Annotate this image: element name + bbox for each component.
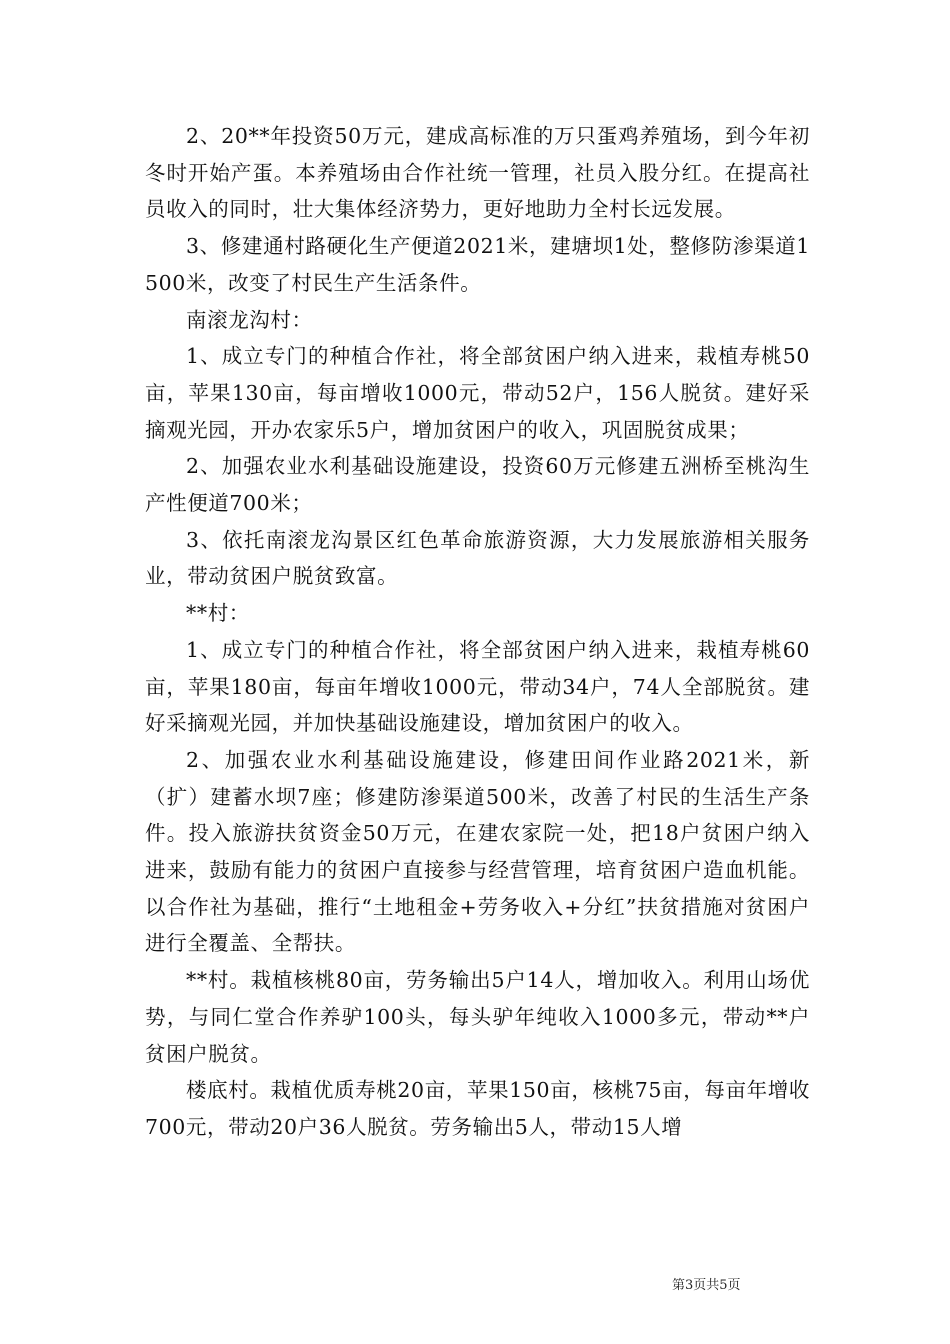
paragraph-village-walnut: **村。栽植核桃80亩，劳务输出5户14人，增加收入。利用山场优势，与同仁堂合作养驴100头，每头驴年纯收入1000多元，带动**户贫困户脱贫。 [145, 968, 810, 1066]
paragraph-road-construction: 3、修建通村路硬化生产便道2021米，建塘坝1处，整修防渗渠道1500米，改变了村民生产生活条件。 [145, 234, 810, 295]
page-number: 第3页共5页 [672, 1278, 741, 1293]
paragraph-nangunlonggou-3: 3、依托南滚龙沟景区红色革命旅游资源，大力发展旅游相关服务业，带动贫困户脱贫致富。 [145, 527, 810, 589]
paragraph-loudi-village: 楼底村。栽植优质寿桃20亩，苹果150亩，核桃75亩，每亩年增收700元，带动20户36人脱贫。劳务输出5人，带动15人增 [145, 1078, 810, 1139]
paragraph-nangunlonggou-2: 2、加强农业水利基础设施建设，投资60万元修建五洲桥至桃沟生产性便道700米； [145, 454, 810, 516]
paragraph-egg-farm: 2、20**年投资50万元，建成高标准的万只蛋鸡养殖场，到今年初冬时开始产蛋。本养殖场由合作社统一管理，社员入股分红。在提高社员收入的同时，壮大集体经济势力，更好地助力全村长远发展。 [145, 124, 810, 222]
paragraph-nangunlonggou-1: 1、成立专门的种植合作社，将全部贫困户纳入进来，栽植寿桃50亩，苹果130亩，每亩增收1000元，带动52户，156人脱贫。建好采摘观光园，开办农家乐5户，增加贫困户的收入，巩固脱贫成果； [145, 344, 810, 442]
paragraph-village-masked-1: 1、成立专门的种植合作社，将全部贫困户纳入进来，栽植寿桃60亩，苹果180亩，每亩年增收1000元，带动34户，74人全部脱贫。建好采摘观光园，并加快基础设施建设，增加贫困户的收入。 [145, 637, 810, 736]
document-body [145, 118, 810, 1146]
heading-nangunlonggou-village: 南滚龙沟村： [186, 307, 313, 332]
paragraph-village-masked-2: 2、加强农业水利基础设施建设，修建田间作业路2021米，新（扩）建蓄水坝7座；修建防渗渠道500米，改善了村民的生活生产条件。投入旅游扶贫资金50万元，在建农家院一处，把18户贫困户纳入进来，鼓励有能力的贫困户直接参与经营管理，培育贫困户造血机能。以合作社为基础，推行“土地租金+劳务收入+分红”扶贫措施对贫困户进行全覆盖、全帮扶。 [145, 747, 810, 956]
heading-village-masked: **村： [186, 601, 250, 626]
